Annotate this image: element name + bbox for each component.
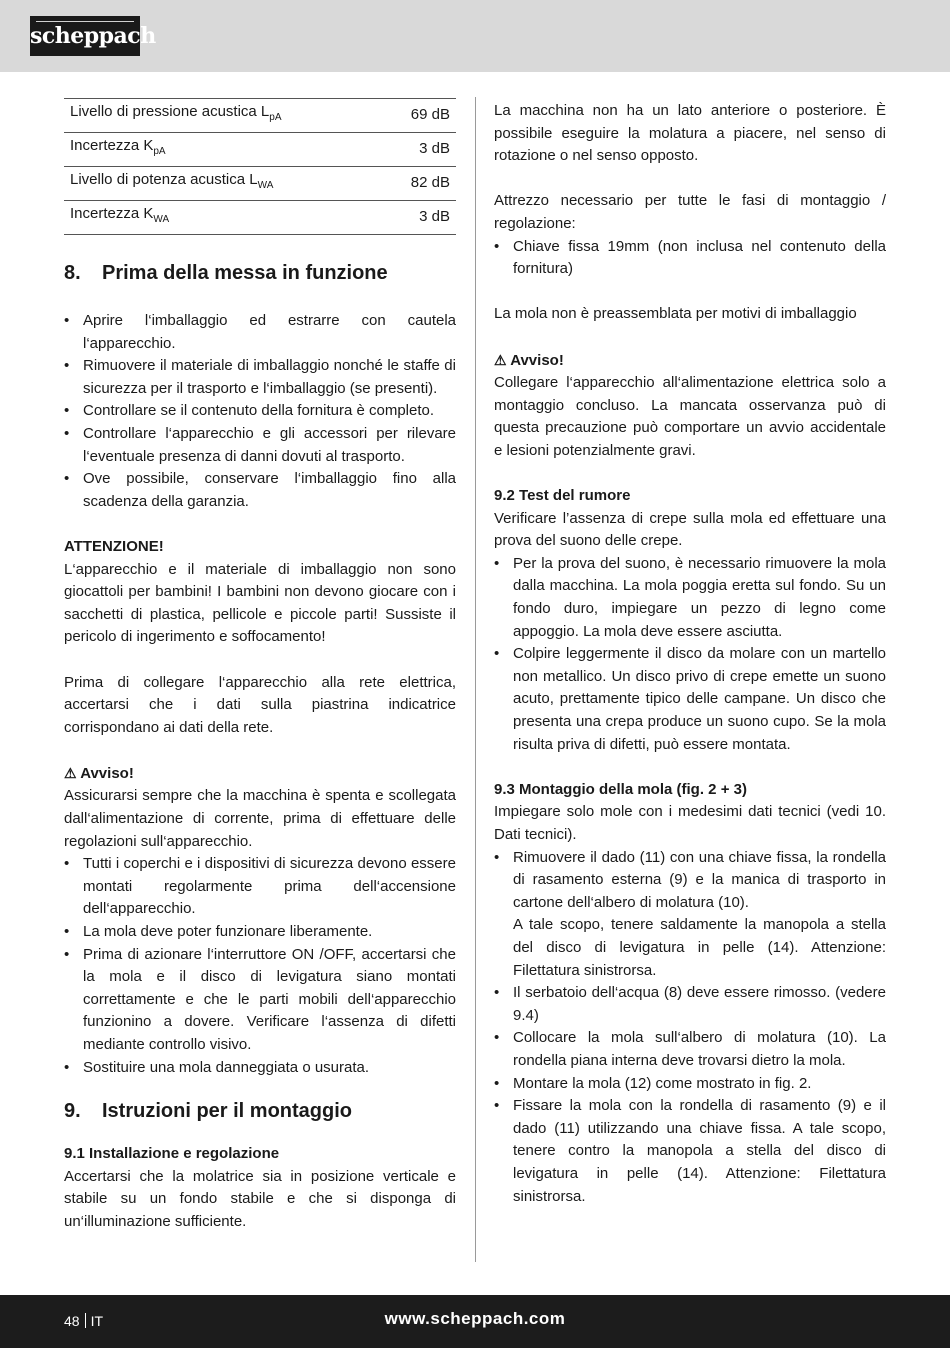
section-9-3-title: 9.3 Montaggio della mola (fig. 2 + 3): [494, 780, 747, 798]
spec-sub: pA: [269, 112, 282, 124]
warning-icon: ⚠: [494, 351, 507, 368]
header-bar: [0, 0, 950, 72]
section-8-list: [64, 310, 456, 513]
spec-label: Livello di pressione acustica $L_{pA}$: [64, 99, 389, 133]
right-column: [494, 100, 886, 1208]
attention-title: ATTENZIONE!: [64, 537, 164, 555]
spec-value: 3 dB: [389, 201, 456, 235]
section-9-2-list: [494, 553, 886, 756]
list-item: • Aprire l‘imballaggio ed estrarre con cautela l‘apparecchio.: [64, 310, 456, 355]
list-item: • Controllare se il contenuto della fornitura è completo.: [64, 400, 456, 423]
spec-label: Livello di potenza acustica $L_{WA}$: [64, 167, 389, 201]
list-item: • Chiave fissa 19mm (non inclusa nel contenuto della fornitura): [494, 236, 886, 281]
list-item: • Colpire leggermente il disco da molare con un martello non metallico. Un disco privo di crepe emette un suono acuto, prettamente tipico delle campane. Un disco che presenta una crepa produce un suono cupo. Se la mola risulta priva di difetti, può essere montata.: [494, 643, 886, 756]
list-item: • Fissare la mola con la rondella di rasamento (9) e il dado (11) utilizzando una chiave fissa. A tale scopo, tenere contro la manopola a stella del disco di levigatura in pelle (14). Attenzione: Filettatura sinistrorsa.: [494, 1095, 886, 1208]
spec-label: Incertezza $K_{WA}$: [64, 201, 389, 235]
list-item: • Tutti i coperchi e i dispositivi di sicurezza devono essere montati regolarmente prima dell‘accensione dell‘apparecchio.: [64, 853, 456, 921]
table-row: [64, 133, 456, 167]
warning-list: [64, 853, 456, 1079]
spec-value: 82 dB: [389, 167, 456, 201]
section-9-2-text: Verificare l’assenza di crepe sulla mola ed effettuare una prova del suono delle crepe.: [494, 509, 886, 550]
table-row: [64, 99, 456, 133]
preassembly-paragraph: La mola non è preassemblata per motivi di imballaggio: [494, 305, 857, 323]
warning-title: ⚠ Avviso!: [64, 764, 134, 782]
warning-text: Collegare l‘apparecchio all‘alimentazione elettrica solo a montaggio concluso. La mancata osservanza può di questa precauzione può comportare un avvio accidentale e lesioni potenzialmente gravi.: [494, 374, 886, 459]
connect-paragraph: Prima di collegare l‘apparecchio alla rete elettrica, accertarsi che i dati sulla piastrina indicatrice corrispondano ai dati della rete.: [64, 673, 456, 736]
left-column: [64, 100, 456, 1234]
warning-icon: ⚠: [64, 764, 77, 781]
section-9-3-text: Impiegare solo mole con i medesimi dati tecnici (vedi 10. Dati tecnici).: [494, 803, 886, 843]
noise-spec-table: [64, 98, 456, 235]
section-9-1-text: Accertarsi che la molatrice sia in posizione verticale e stabile su un fondo stabile e che si disponga di un‘illuminazione sufficiente.: [64, 1167, 456, 1230]
spec-sub: WA: [153, 214, 170, 226]
warning-text: Assicurarsi sempre che la macchina è spenta e scollegata dall‘alimentazione di corrente, prima di effettuare delle regolazioni sull‘apparecchio.: [64, 787, 456, 850]
table-row: [64, 167, 456, 201]
list-item: • Controllare l‘apparecchio e gli accessori per rilevare l‘eventuale presenza di danni dovuti al trasporto.: [64, 423, 456, 468]
list-item: • Per la prova del suono, è necessario rimuovere la mola dalla macchina. La mola poggia eretta sul fondo. Su un fondo duro, impiegare un pezzo di legno come appoggio. La mola deve essere asciutta.: [494, 553, 886, 643]
tools-list: [494, 236, 886, 281]
section-9-heading: 9. Istruzioni per il montaggio: [64, 1100, 352, 1123]
list-item: • Rimuovere il dado (11) con una chiave fissa, la rondella di rasamento esterna (9) e la manica di trasporto in cartone dell‘albero di molatura (10). A tale scopo, tenere saldamente la manopola a stella del disco di levigatura in pelle (14). Attenzione: Filettatura sinistrorsa.: [494, 847, 886, 983]
section-8-heading: 8. Prima della messa in funzione: [64, 262, 388, 284]
spec-value: 69 dB: [389, 99, 456, 133]
spec-sub: pA: [153, 146, 166, 158]
spec-label: Incertezza $K_{pA}$: [64, 133, 389, 167]
spec-sub: WA: [257, 180, 274, 192]
section-9-3-list: [494, 847, 886, 1209]
attention-text: L‘apparecchio e il materiale di imballaggio non sono giocattoli per bambini! I bambini non devono giocare con i sacchetti di plastica, pellicole e piccole parti! Sussiste il pericolo di ingerimento e soffocamento!: [64, 560, 456, 646]
page-number: 48 IT: [64, 1313, 104, 1329]
brand-logo: scheppach: [30, 16, 140, 56]
tools-paragraph: Attrezzo necessario per tutte le fasi di montaggio / regolazione:: [494, 192, 886, 232]
list-item: • Rimuovere il materiale di imballaggio nonché le staffe di sicurezza per il trasporto e l‘imballaggio (se presenti).: [64, 355, 456, 400]
section-9-2-title: 9.2 Test del rumore: [494, 487, 631, 505]
list-item: • Prima di azionare l‘interruttore ON /OFF, accertarsi che la mola e il disco di levigatura siano montati correttamente e che le parti mobili dell‘apparecchio funzionino a dovere. Verificare l‘assenza di difetti mediante controllo visivo.: [64, 944, 456, 1057]
list-item: • Montare la mola (12) come mostrato in fig. 2.: [494, 1073, 886, 1096]
spec-value: 3 dB: [389, 133, 456, 167]
website-url: www.scheppach.com: [384, 1309, 566, 1328]
list-item: • Ove possibile, conservare l‘imballaggio fino alla scadenza della garanzia.: [64, 468, 456, 513]
list-item: • Collocare la mola sull‘albero di molatura (10). La rondella piana interna deve trovarsi dietro la mola.: [494, 1027, 886, 1072]
warning-title: ⚠ Avviso!: [494, 351, 564, 369]
list-item: • Il serbatoio dell‘acqua (8) deve essere rimosso. (vedere 9.4): [494, 982, 886, 1027]
orientation-paragraph: La macchina non ha un lato anteriore o posteriore. È possibile eseguire la molatura a piacere, nel senso di rotazione o nel senso opposto.: [494, 102, 886, 165]
footer-bar: [0, 1295, 950, 1348]
column-divider: [475, 97, 476, 1262]
section-9-1-title: 9.1 Installazione e regolazione: [64, 1145, 280, 1163]
list-item: • Sostituire una mola danneggiata o usurata.: [64, 1057, 456, 1080]
list-item: • La mola deve poter funzionare liberamente.: [64, 921, 456, 944]
table-row: [64, 201, 456, 235]
